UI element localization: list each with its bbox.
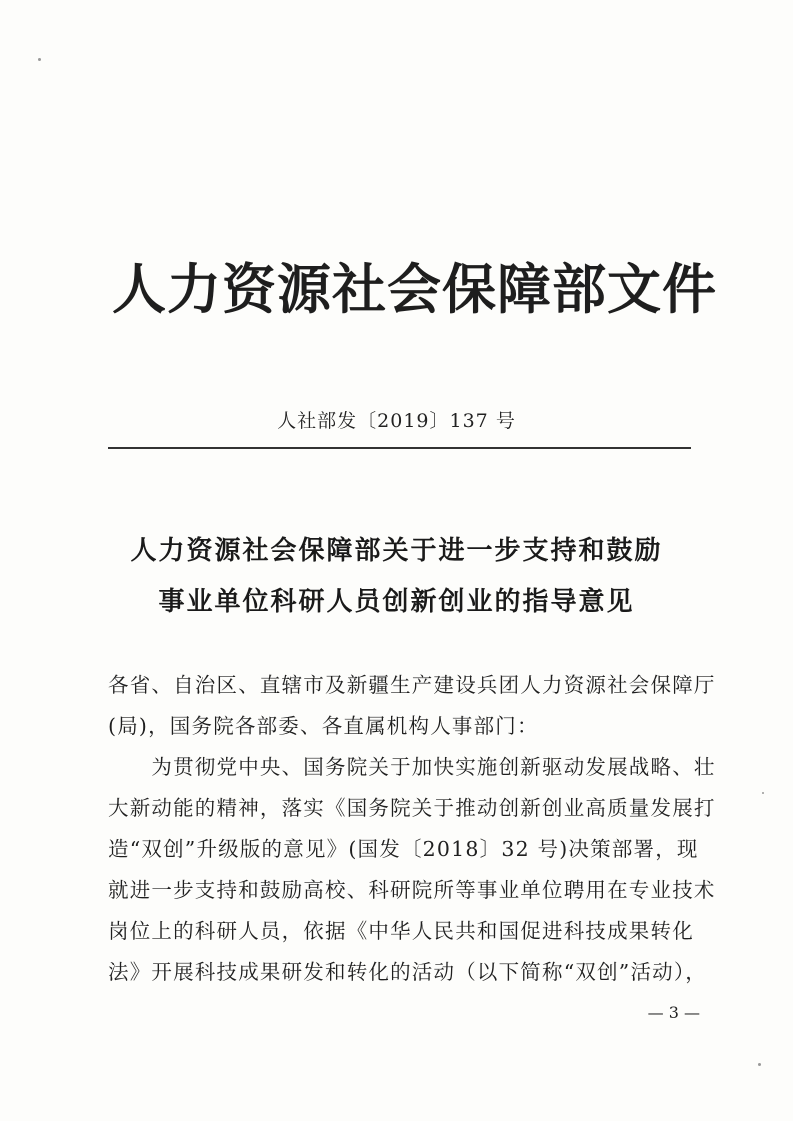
agency-header-title: 人力资源社会保障部文件	[112, 257, 717, 321]
body-line-8: 法》开展科技成果研发和转化的活动（以下简称“双创”活动），	[108, 960, 708, 984]
body-line-7: 岗位上的科研人员，依据《中华人民共和国促进科技成果转化	[108, 919, 694, 943]
page-number: — 3 —	[647, 1003, 700, 1022]
document-title-line-1: 人力资源社会保障部关于进一步支持和鼓励	[130, 536, 663, 566]
document-number: 人社部发〔2019〕137 号	[277, 410, 516, 432]
body-line-2: (局)，国务院各部委、各直属机构人事部门：	[108, 714, 539, 738]
scan-speck	[762, 792, 764, 794]
body-line-3: 为贯彻党中央、国务院关于加快实施创新驱动发展战略、壮	[108, 755, 716, 779]
scan-speck	[758, 1063, 761, 1066]
scan-speck	[38, 58, 41, 61]
header-divider	[108, 447, 691, 449]
body-line-5: 造“双创”升级版的意见》(国发〔2018〕32 号)决策部署，现	[108, 837, 699, 861]
body-line-1: 各省、自治区、直辖市及新疆生产建设兵团人力资源社会保障厅	[108, 673, 716, 697]
body-line-4: 大新动能的精神，落实《国务院关于推动创新创业高质量发展打	[108, 796, 716, 820]
document-title-line-2: 事业单位科研人员创新创业的指导意见	[158, 587, 635, 617]
body-line-6: 就进一步支持和鼓励高校、科研院所等事业单位聘用在专业技术	[108, 878, 716, 902]
